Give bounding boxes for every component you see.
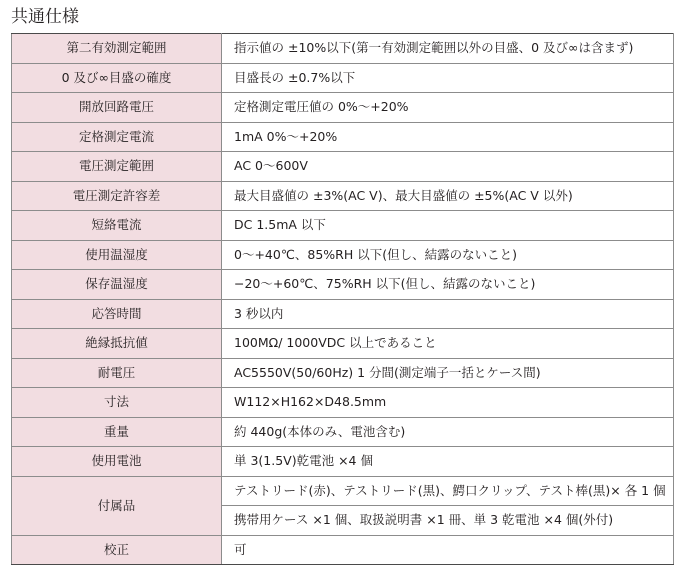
table-row [12,329,674,359]
row-value: 0〜+40℃、85%RH 以下(但し、結露のないこと) [222,240,674,270]
row-value: 1mA 0%〜+20% [222,122,674,152]
table-row [12,122,674,152]
row-label: 保存温湿度 [12,270,222,300]
row-value: 100MΩ/ 1000VDC 以上であること [222,329,674,359]
row-label: 校正 [12,535,222,565]
row-label: 寸法 [12,388,222,418]
row-label: 電圧測定範囲 [12,152,222,182]
table-row [12,63,674,93]
row-value: W112×H162×D48.5mm [222,388,674,418]
row-label: 定格測定電流 [12,122,222,152]
table-row [12,447,674,477]
row-label: 0 及び∞目盛の確度 [12,63,222,93]
table-row [12,299,674,329]
row-value: 約 440g(本体のみ、電池含む) [222,417,674,447]
row-value: 指示値の ±10%以下(第一有効測定範囲以外の目盛、0 及び∞は含まず) [222,34,674,64]
row-value: 単 3(1.5V)乾電池 ×4 個 [222,447,674,477]
row-value: 最大目盛値の ±3%(AC V)、最大目盛値の ±5%(AC V 以外) [222,181,674,211]
table-row [12,181,674,211]
row-value: AC 0〜600V [222,152,674,182]
row-label: 第二有効測定範囲 [12,34,222,64]
table-row [12,270,674,300]
row-value: 目盛長の ±0.7%以下 [222,63,674,93]
row-label: 使用電池 [12,447,222,477]
table-row [12,34,674,64]
table-row [12,240,674,270]
table-row [12,358,674,388]
section-title: 共通仕様 [11,7,79,27]
row-label: 短絡電流 [12,211,222,241]
row-value: テストリード(赤)、テストリード(黒)、鰐口クリップ、テスト棒(黒)× 各 1 個 [222,476,674,506]
row-value: AC5550V(50/60Hz) 1 分間(測定端子一括とケース間) [222,358,674,388]
table-row [12,388,674,418]
row-value: 定格測定電圧値の 0%〜+20% [222,93,674,123]
row-label: 耐電圧 [12,358,222,388]
table-row [12,211,674,241]
row-label: 付属品 [12,476,222,535]
table-row [12,417,674,447]
row-value: DC 1.5mA 以下 [222,211,674,241]
table-row [12,476,674,506]
row-label: 重量 [12,417,222,447]
table-row [12,93,674,123]
row-value: 携帯用ケース ×1 個、取扱説明書 ×1 冊、単 3 乾電池 ×4 個(外付) [222,506,674,536]
row-label: 応答時間 [12,299,222,329]
row-value: 可 [222,535,674,565]
row-value: 3 秒以内 [222,299,674,329]
spec-table [11,33,674,565]
row-label: 使用温湿度 [12,240,222,270]
row-label: 電圧測定許容差 [12,181,222,211]
table-row [12,535,674,565]
row-value: −20〜+60℃、75%RH 以下(但し、結露のないこと) [222,270,674,300]
table-row [12,152,674,182]
row-label: 開放回路電圧 [12,93,222,123]
row-label: 絶縁抵抗値 [12,329,222,359]
